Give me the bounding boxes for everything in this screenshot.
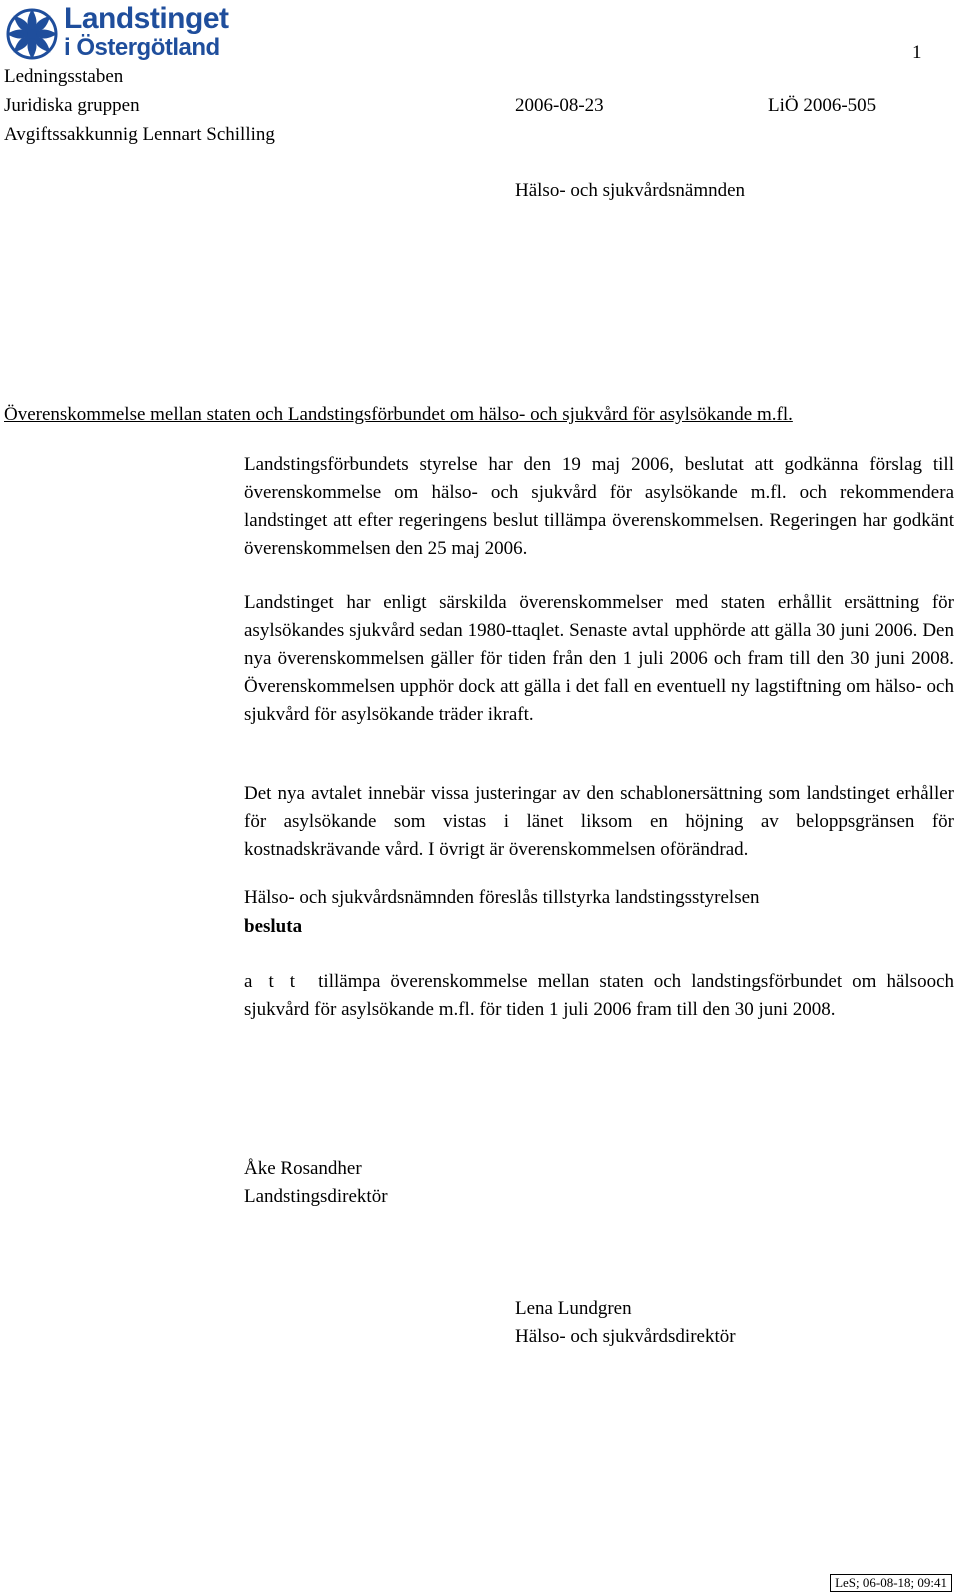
- decision-body: tillämpa överenskommelse mellan staten och landstingsförbundet om hälsooch sjukvård för asylsökande m.fl. för tiden 1 juli 2006 fram till den 30 juni 2008.: [244, 971, 955, 1020]
- signature-1-title: Landstingsdirektör: [244, 1186, 388, 1207]
- paragraph-2: Landstinget har enligt särskilda överenskommelser med staten erhållit ersättning för asylsökandes sjukvård sedan 1980-ttaqlet. Senaste avtal upphörde att gälla 30 juni 2006. Den nya överenskommelsen gäller för tiden från den 1 juli 2006 och fram till den 30 juni 2008. Överenskommelsen upphör dock att gälla i det fall en eventuell ny lagstiftning om hälso- och sjukvård för asylsökande träder ikraft.: [244, 592, 954, 725]
- decision-word: besluta: [244, 916, 303, 937]
- decision-text: [244, 968, 954, 1024]
- document-reference: LiÖ 2006-505: [768, 95, 877, 116]
- paragraph-4: Hälso- och sjukvårdsnämnden föreslås tillstyrka landstingsstyrelsen: [244, 887, 760, 908]
- paragraph-3: Det nya avtalet innebär vissa justeringar av den schablonersättning som landstinget erhåller för asylsökande som vistas i länet liksom en höjning av beloppsgränsen för kostnadskrävande vård. I övrigt är överenskommelsen oförändrad.: [244, 783, 954, 860]
- logo-text-line1: Landstinget: [64, 2, 229, 35]
- recipient: Hälso- och sjukvårdsnämnden: [515, 180, 746, 201]
- document-date: 2006-08-23: [515, 95, 604, 116]
- flower-logo-icon: [4, 4, 60, 64]
- group: Juridiska gruppen: [4, 95, 140, 116]
- letterhead-logo: [4, 2, 244, 68]
- paragraph-1: Landstingsförbundets styrelse har den 19 maj 2006, beslutat att godkänna förslag till överenskommelse om hälso- och sjukvård för asylsökande m.fl. och rekommendera landstinget att efter regeringens beslut tillämpa överenskommelsen. Regeringen har godkänt överenskommelsen den 25 maj 2006.: [244, 454, 954, 559]
- department: Ledningsstaben: [4, 66, 124, 87]
- att-word: a t t: [244, 971, 299, 992]
- page-number: 1: [912, 42, 922, 63]
- footer-stamp: LeS; 06-08-18; 09:41: [830, 1574, 952, 1592]
- signature-2-title: Hälso- och sjukvårdsdirektör: [515, 1326, 736, 1347]
- document-title: Överenskommelse mellan staten och Landstingsförbundet om hälso- och sjukvård för asylsökande m.fl.: [4, 404, 793, 425]
- signature-2-name: Lena Lundgren: [515, 1298, 632, 1319]
- author: Avgiftssakkunnig Lennart Schilling: [4, 124, 275, 145]
- logo-text-line2: i Östergötland: [64, 34, 220, 61]
- signature-1-name: Åke Rosandher: [244, 1158, 362, 1179]
